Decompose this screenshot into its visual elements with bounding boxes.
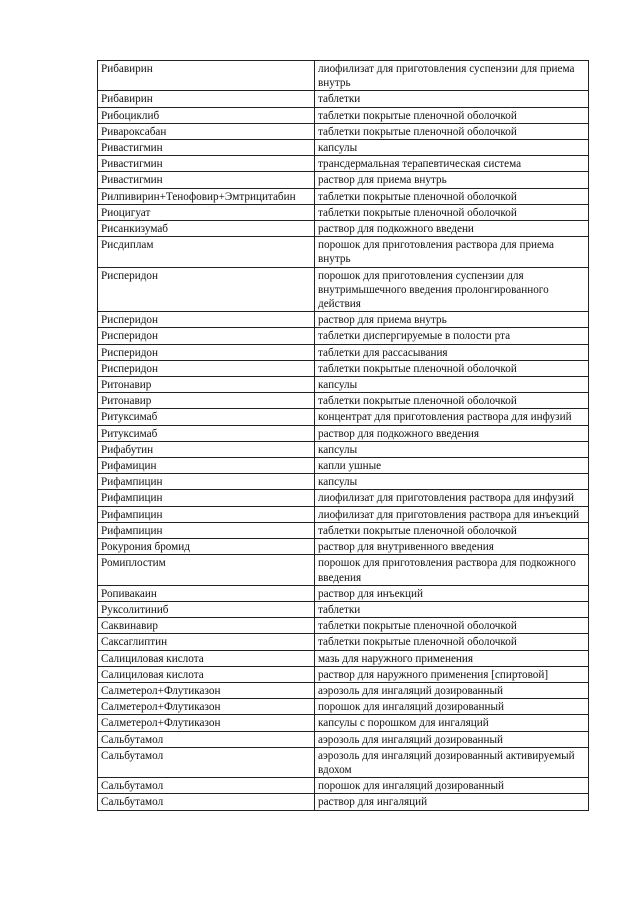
drug-name-cell: Салициловая кислота <box>98 666 315 682</box>
drug-name-cell: Риоцигуат <box>98 204 315 220</box>
dosage-form-cell: таблетки покрытые пленочной оболочкой <box>315 188 589 204</box>
table-row <box>98 267 589 312</box>
table-row <box>98 555 589 585</box>
drug-name-cell: Рисперидон <box>98 344 315 360</box>
table-row <box>98 61 589 91</box>
table-row <box>98 140 589 156</box>
drug-name-cell: Рифамицин <box>98 458 315 474</box>
table-row <box>98 634 589 650</box>
dosage-form-cell: капсулы <box>315 377 589 393</box>
table-row <box>98 490 589 506</box>
dosage-form-cell: таблетки покрытые пленочной оболочкой <box>315 107 589 123</box>
dosage-form-cell: таблетки покрытые пленочной оболочкой <box>315 123 589 139</box>
drug-name-cell: Рибавирин <box>98 61 315 91</box>
drug-name-cell: Рифампицин <box>98 490 315 506</box>
table-row <box>98 506 589 522</box>
dosage-form-cell: раствор для ингаляций <box>315 794 589 810</box>
table-row <box>98 441 589 457</box>
drug-name-cell: Сальбутамол <box>98 778 315 794</box>
dosage-form-cell: капсулы <box>315 474 589 490</box>
drug-name-cell: Рифабутин <box>98 441 315 457</box>
dosage-form-cell: порошок для ингаляций дозированный <box>315 778 589 794</box>
drug-name-cell: Рисперидон <box>98 267 315 312</box>
drug-name-cell: Саквинавир <box>98 618 315 634</box>
table-row <box>98 682 589 698</box>
dosage-form-cell: трансдермальная терапевтическая система <box>315 156 589 172</box>
table-row <box>98 794 589 810</box>
table-row <box>98 474 589 490</box>
dosage-form-cell: таблетки покрытые пленочной оболочкой <box>315 634 589 650</box>
dosage-form-cell: таблетки покрытые пленочной оболочкой <box>315 522 589 538</box>
table-row <box>98 156 589 172</box>
drug-name-cell: Ритонавир <box>98 393 315 409</box>
dosage-form-cell: таблетки покрытые пленочной оболочкой <box>315 393 589 409</box>
table-row <box>98 172 589 188</box>
table-row <box>98 650 589 666</box>
table-row <box>98 425 589 441</box>
table-row <box>98 107 589 123</box>
drug-name-cell: Рилпивирин+Тенофовир+Эмтрицитабин <box>98 188 315 204</box>
drug-name-cell: Ривастигмин <box>98 172 315 188</box>
dosage-form-cell: капсулы <box>315 441 589 457</box>
drug-name-cell: Ропивакаин <box>98 585 315 601</box>
dosage-form-cell: таблетки <box>315 91 589 107</box>
dosage-form-cell: таблетки диспергируемые в полости рта <box>315 328 589 344</box>
drug-name-cell: Ривастигмин <box>98 140 315 156</box>
drug-name-cell: Рибавирин <box>98 91 315 107</box>
table-row <box>98 618 589 634</box>
table-row <box>98 328 589 344</box>
table-row <box>98 221 589 237</box>
dosage-form-cell: раствор для подкожного введения <box>315 425 589 441</box>
dosage-form-cell: таблетки покрытые пленочной оболочкой <box>315 618 589 634</box>
drug-name-cell: Ромиплостим <box>98 555 315 585</box>
table-row <box>98 409 589 425</box>
drug-name-cell: Рисперидон <box>98 312 315 328</box>
table-row <box>98 539 589 555</box>
table-row <box>98 123 589 139</box>
drug-name-cell: Саксаглиптин <box>98 634 315 650</box>
dosage-form-cell: порошок для ингаляций дозированный <box>315 699 589 715</box>
dosage-form-cell: капли ушные <box>315 458 589 474</box>
dosage-form-cell: раствор для инъекций <box>315 585 589 601</box>
drug-forms-table <box>97 60 589 811</box>
dosage-form-cell: лиофилизат для приготовления суспензии для приема внутрь <box>315 61 589 91</box>
table-row <box>98 377 589 393</box>
drug-name-cell: Ритуксимаб <box>98 425 315 441</box>
drug-name-cell: Ривароксабан <box>98 123 315 139</box>
table-row <box>98 747 589 777</box>
table-row <box>98 585 589 601</box>
drug-name-cell: Ритонавир <box>98 377 315 393</box>
dosage-form-cell: мазь для наружного применения <box>315 650 589 666</box>
dosage-form-cell: аэрозоль для ингаляций дозированный <box>315 731 589 747</box>
table-row <box>98 458 589 474</box>
drug-name-cell: Салметерол+Флутиказон <box>98 715 315 731</box>
dosage-form-cell: таблетки для рассасывания <box>315 344 589 360</box>
table-row <box>98 715 589 731</box>
drug-name-cell: Рифампицин <box>98 474 315 490</box>
dosage-form-cell: порошок для приготовления суспензии для внутримышечного введения пролонгированного действия <box>315 267 589 312</box>
drug-name-cell: Рибоциклиб <box>98 107 315 123</box>
table-row <box>98 91 589 107</box>
drug-name-cell: Салметерол+Флутиказон <box>98 699 315 715</box>
drug-name-cell: Сальбутамол <box>98 747 315 777</box>
drug-name-cell: Ривастигмин <box>98 156 315 172</box>
drug-name-cell: Рокурония бромид <box>98 539 315 555</box>
table-row <box>98 522 589 538</box>
dosage-form-cell: лиофилизат для приготовления раствора для инъекций <box>315 506 589 522</box>
drug-name-cell: Ритуксимаб <box>98 409 315 425</box>
dosage-form-cell: таблетки <box>315 601 589 617</box>
dosage-form-cell: аэрозоль для ингаляций дозированный <box>315 682 589 698</box>
dosage-form-cell: раствор для внутривенного введения <box>315 539 589 555</box>
table-row <box>98 188 589 204</box>
table-row <box>98 360 589 376</box>
dosage-form-cell: лиофилизат для приготовления раствора для инфузий <box>315 490 589 506</box>
table-body <box>98 61 589 811</box>
dosage-form-cell: концентрат для приготовления раствора для инфузий <box>315 409 589 425</box>
table-row <box>98 666 589 682</box>
drug-name-cell: Рисперидон <box>98 360 315 376</box>
drug-name-cell: Рифампицин <box>98 506 315 522</box>
drug-name-cell: Рисдиплам <box>98 237 315 267</box>
table-row <box>98 237 589 267</box>
drug-name-cell: Рисанкизумаб <box>98 221 315 237</box>
dosage-form-cell: капсулы <box>315 140 589 156</box>
dosage-form-cell: порошок для приготовления раствора для приема внутрь <box>315 237 589 267</box>
dosage-form-cell: таблетки покрытые пленочной оболочкой <box>315 204 589 220</box>
table-row <box>98 344 589 360</box>
dosage-form-cell: аэрозоль для ингаляций дозированный активируемый вдохом <box>315 747 589 777</box>
drug-name-cell: Руксолитиниб <box>98 601 315 617</box>
drug-name-cell: Рифампицин <box>98 522 315 538</box>
drug-name-cell: Сальбутамол <box>98 731 315 747</box>
dosage-form-cell: порошок для приготовления раствора для подкожного введения <box>315 555 589 585</box>
dosage-form-cell: капсулы с порошком для ингаляций <box>315 715 589 731</box>
table-row <box>98 778 589 794</box>
drug-name-cell: Рисперидон <box>98 328 315 344</box>
dosage-form-cell: раствор для приема внутрь <box>315 172 589 188</box>
table-row <box>98 601 589 617</box>
drug-name-cell: Сальбутамол <box>98 794 315 810</box>
table-row <box>98 204 589 220</box>
drug-name-cell: Салметерол+Флутиказон <box>98 682 315 698</box>
table-row <box>98 393 589 409</box>
dosage-form-cell: раствор для наружного применения [спиртовой] <box>315 666 589 682</box>
dosage-form-cell: раствор для подкожного введени <box>315 221 589 237</box>
table-row <box>98 312 589 328</box>
dosage-form-cell: таблетки покрытые пленочной оболочкой <box>315 360 589 376</box>
table-row <box>98 699 589 715</box>
dosage-form-cell: раствор для приема внутрь <box>315 312 589 328</box>
drug-name-cell: Салициловая кислота <box>98 650 315 666</box>
table-row <box>98 731 589 747</box>
